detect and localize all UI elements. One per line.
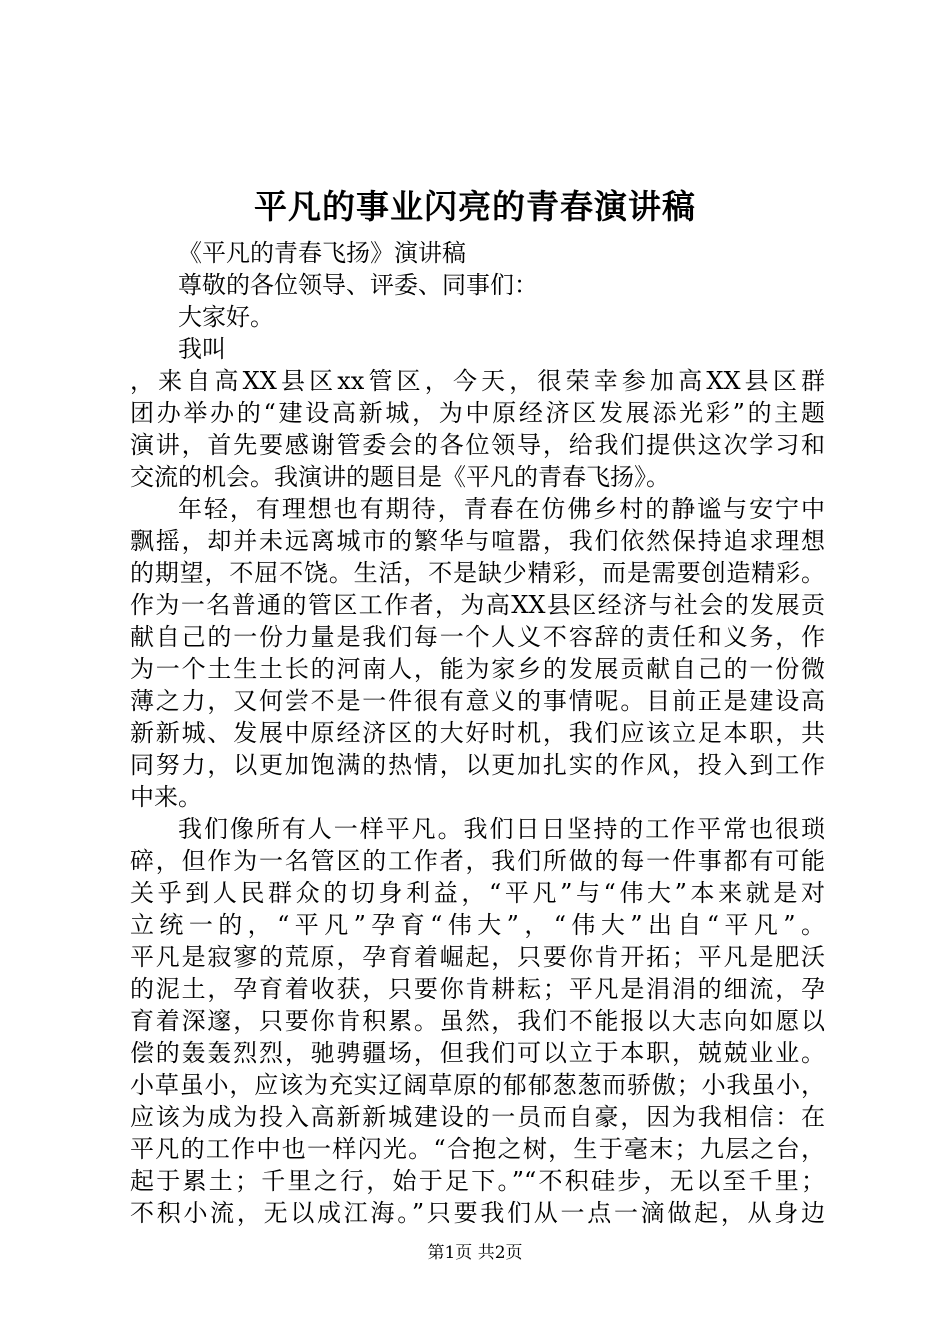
paragraph-line: 演讲，首先要感谢管委会的各位领导，给我们提供这次学习和 — [130, 431, 825, 459]
paragraph-line: 薄之力，又何尝不是一件很有意义的事情呢。目前正是建设高 — [130, 687, 825, 715]
paragraph-line: 为一个土生土长的河南人，能为家乡的发展贡献自己的一份微 — [130, 655, 825, 683]
paragraph-line: 偿的轰轰烈烈，驰骋疆场，但我们可以立于本职，兢兢业业。 — [130, 1039, 825, 1067]
paragraph-line: 飘摇，却并未远离城市的繁华与喧嚣，我们依然保持追求理想 — [130, 527, 825, 555]
paragraph-line: 平凡是寂寥的荒原，孕育着崛起，只要你肯开拓；平凡是肥沃 — [130, 943, 825, 971]
paragraph-line: 平凡的工作中也一样闪光。“合抱之树，生于毫末；九层之台， — [130, 1135, 825, 1163]
paragraph-line: 《平凡的青春飞扬》演讲稿 — [178, 239, 466, 267]
paragraph-line: 我叫 — [178, 335, 226, 363]
paragraph-line: 中来。 — [130, 783, 202, 811]
paragraph-line: 小草虽小，应该为充实辽阔草原的郁郁葱葱而骄傲；小我虽小， — [130, 1071, 825, 1099]
document-title: 平凡的事业闪亮的青春演讲稿 — [254, 187, 696, 226]
paragraph-line: 新新城、发展中原经济区的大好时机，我们应该立足本职，共 — [130, 719, 825, 747]
paragraph-line: 尊敬的各位领导、评委、同事们： — [178, 271, 538, 299]
paragraph-line: 同努力，以更加饱满的热情，以更加扎实的作风，投入到工作 — [130, 751, 825, 779]
paragraph-line: 育着深邃，只要你肯积累。虽然，我们不能报以大志向如愿以 — [130, 1007, 825, 1035]
paragraph-line: 交流的机会。我演讲的题目是《平凡的青春飞扬》。 — [130, 463, 670, 491]
paragraph-line: 的泥土，孕育着收获，只要你肯耕耘；平凡是涓涓的细流，孕 — [130, 975, 825, 1003]
paragraph-line: 作为一名普通的管区工作者，为高XX县区经济与社会的发展贡 — [130, 591, 825, 619]
paragraph-line: 的期望，不屈不饶。生活，不是缺少精彩，而是需要创造精彩。 — [130, 559, 825, 587]
paragraph-line: 团办举办的“建设高新城，为中原经济区发展添光彩”的主题 — [130, 399, 825, 427]
paragraph-line: 碎，但作为一名管区的工作者，我们所做的每一件事都有可能 — [130, 847, 825, 875]
paragraph-line: 关乎到人民群众的切身利益，“平凡”与“伟大”本来就是对 — [130, 879, 825, 907]
paragraph-line: 不积小流，无以成江海。”只要我们从一点一滴做起，从身边 — [130, 1199, 825, 1227]
paragraph-line: 年轻，有理想也有期待，青春在仿佛乡村的静谧与安宁中 — [178, 495, 825, 523]
paragraph-line: 大家好。 — [178, 303, 274, 331]
paragraph-line: 起于累土；千里之行，始于足下。”“不积硅步，无以至千里； — [130, 1167, 825, 1195]
paragraph-line: 立统一的，“平凡”孕育“伟大”，“伟大”出自“平凡”。 — [130, 911, 825, 939]
paragraph-line: 献自己的一份力量是我们每一个人义不容辞的责任和义务，作 — [130, 623, 825, 651]
page-footer: 第1页 共2页 — [427, 1243, 523, 1263]
paragraph-line: 我们像所有人一样平凡。我们日日坚持的工作平常也很琐 — [178, 815, 825, 843]
paragraph-line: 应该为成为投入高新新城建设的一员而自豪，因为我相信：在 — [130, 1103, 825, 1131]
paragraph-line: ，来自高XX县区xx管区，今天，很荣幸参加高XX县区群 — [130, 367, 825, 395]
